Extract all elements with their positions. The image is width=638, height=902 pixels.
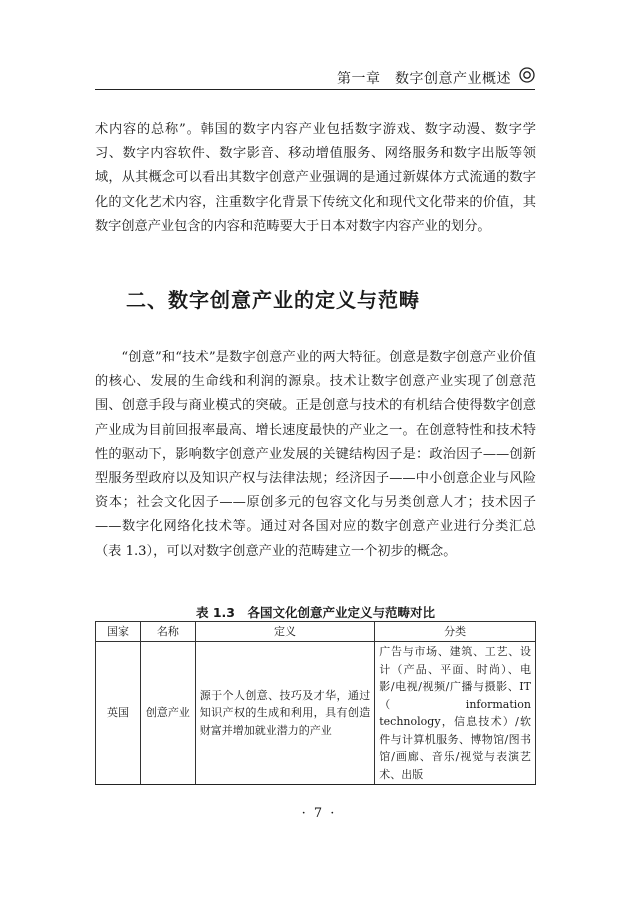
- header-name: 名称: [140, 622, 195, 642]
- paragraph-continued: 术内容的总称”。韩国的数字内容产业包括数字游戏、数字动漫、数字学习、数字内容软件、数字影音、移动增值服务、网络服务和数字出版等领域，从其概念可以看出其数字创意产业强调的是通过新媒体方式流通的数字化的文化艺术内容，注重数字化背景下传统文化和现代文化带来的价值，其数字创意产业包含的内容和范畴要大于日本对数字内容产业的划分。: [95, 122, 536, 234]
- cell-definition: 源于个人创意、技巧及才华，通过知识产权的生成和利用，具有创造财富并增加就业潜力的产业: [195, 642, 374, 785]
- paragraph-creativity-technology: “创意”和“技术”是数字创意产业的两大特征。创意是数字创意产业价值的核心、发展的生命线和利润的源泉。技术让数字创意产业实现了创意范围、创意手段与商业模式的突破。正是创意与技术的有机结合使得数字创意产业成为目前回报率最高、增长速度最快的产业之一。在创意特性和技术特性的驱动下，影响数字创意产业发展的关键结构因子是：政治因子——创新型服务型政府以及知识产权与法律法规；经济因子——中小创意企业与风险资本；社会文化因子——原创多元的包容文化与另类创意人才；技术因子——数字化网络化技术等。通过对各国对应的数字创意产业进行分类汇总（表 1.3），可以对数字创意产业的范畴建立一个初步的概念。: [95, 350, 536, 559]
- section-heading: 二、数字创意产业的定义与范畴: [126, 288, 420, 312]
- table-row: [96, 642, 536, 785]
- page-number: · 7 ·: [301, 806, 337, 821]
- comparison-table: [95, 621, 536, 785]
- cell-name: 创意产业: [140, 642, 195, 785]
- table-caption: 表 1.3 各国文化创意产业定义与范畴对比: [196, 605, 435, 620]
- header-category: 分类: [375, 622, 536, 642]
- running-header: [95, 62, 535, 90]
- header-rule: [95, 89, 535, 90]
- chapter-title: 第一章 数字创意产业概述: [337, 71, 511, 87]
- header-country: 国家: [96, 622, 141, 642]
- cell-country: 英国: [96, 642, 141, 785]
- target-circle-icon: [519, 67, 535, 83]
- cell-category: 广告与市场、建筑、工艺、设计（产品、平面、时尚）、电影/电视/视频/广播与摄影、IT（information technology，信息技术）/软件与计算机服务、博物馆/图书馆/画廊、音乐/视觉与表演艺术、出版: [375, 642, 536, 785]
- header-definition: 定义: [195, 622, 374, 642]
- table-header-row: [96, 622, 536, 642]
